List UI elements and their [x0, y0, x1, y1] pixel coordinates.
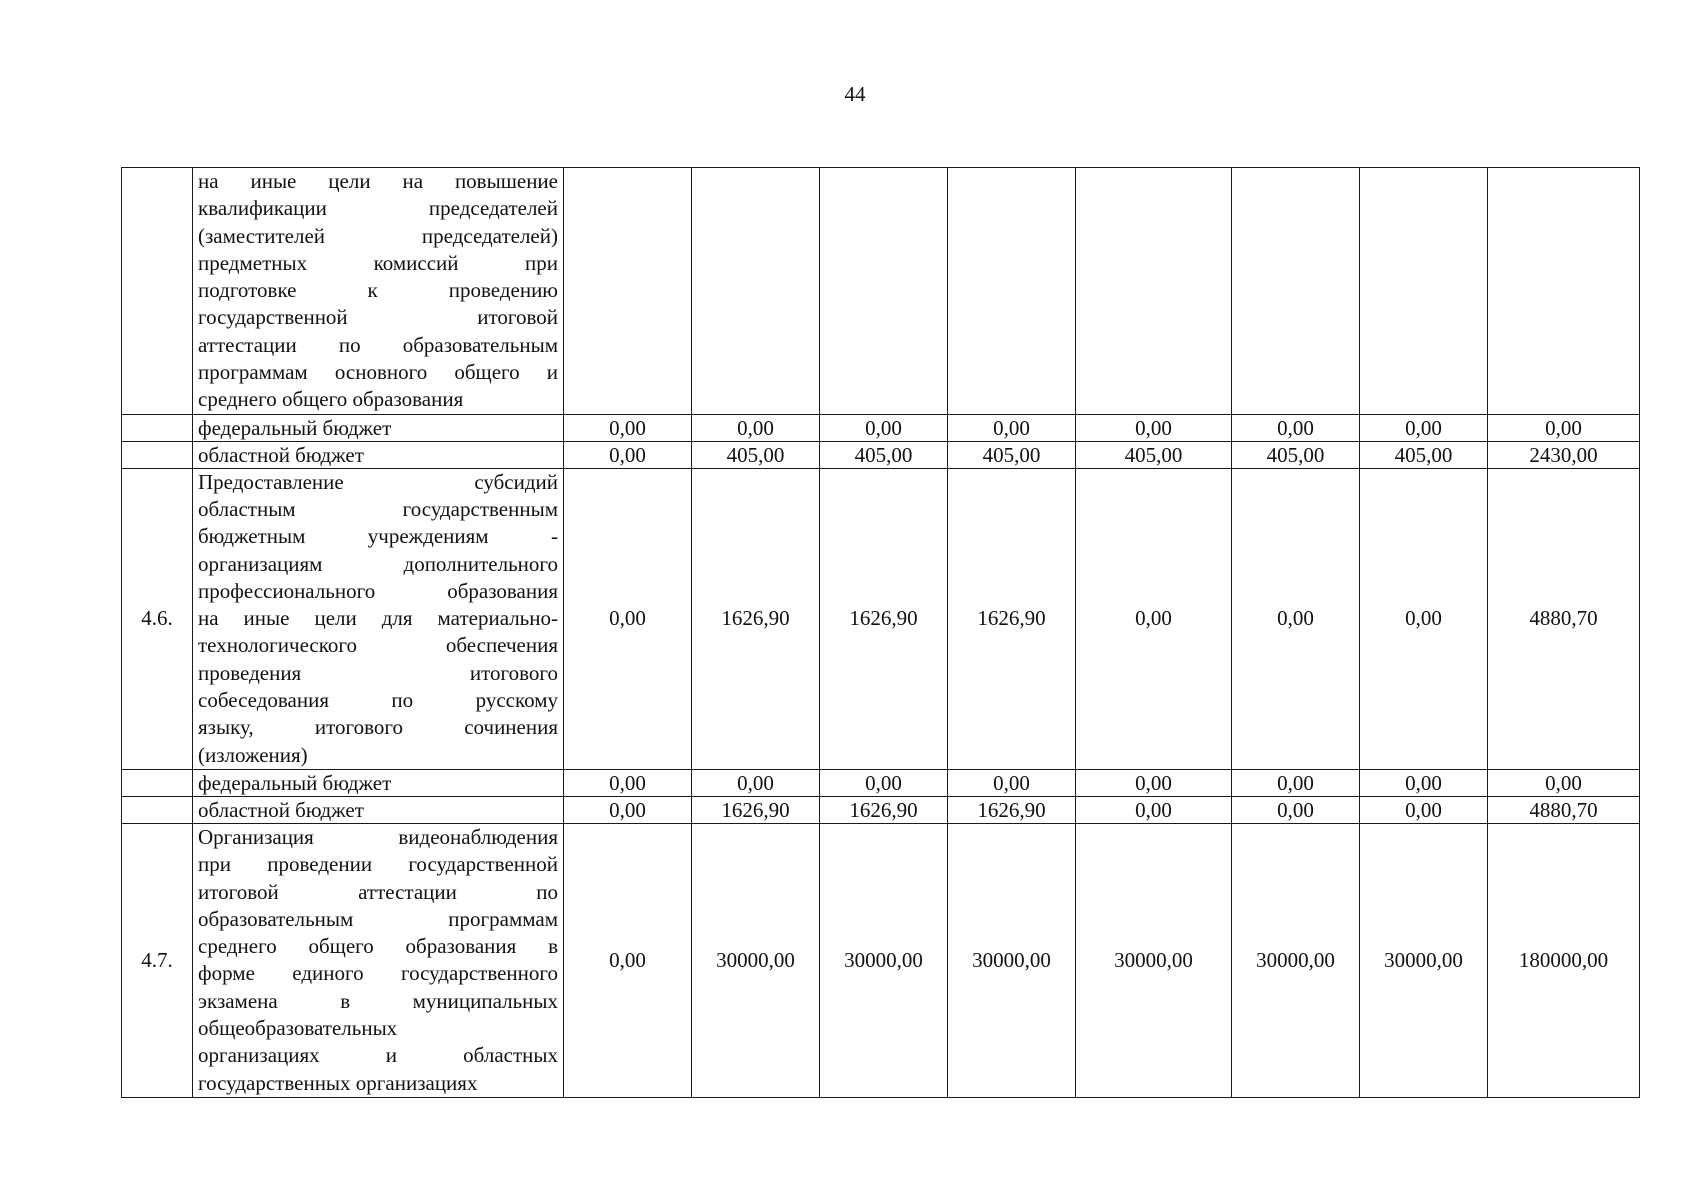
description-line: аттестации по образовательным [198, 332, 558, 357]
budget-source-label: областной бюджет [193, 796, 564, 823]
value-cell: 30000,00 [692, 823, 820, 1097]
value-cell: 30000,00 [1360, 823, 1488, 1097]
row-description [193, 168, 564, 415]
value-cell: 4880,70 [1488, 796, 1640, 823]
description-line: (изложения) [198, 742, 308, 767]
description-line: среднего общего образования в [198, 934, 558, 959]
value-cell: 0,00 [948, 769, 1076, 796]
description-line: профессионального образования [198, 578, 558, 603]
value-cell [948, 168, 1076, 415]
description-line: Предоставление субсидий [198, 469, 558, 494]
row-number [122, 441, 193, 468]
description-line: программам основного общего и [198, 360, 558, 385]
value-cell: 0,00 [820, 414, 948, 441]
description-line: собеседования по русскому [198, 688, 558, 713]
value-cell: 405,00 [948, 441, 1076, 468]
value-cell: 0,00 [692, 414, 820, 441]
value-cell: 0,00 [1488, 769, 1640, 796]
value-cell: 1626,90 [692, 796, 820, 823]
value-cell [1488, 168, 1640, 415]
table-row [122, 168, 1640, 415]
budget-source-label: федеральный бюджет [193, 414, 564, 441]
description-line: технологического обеспечения [198, 633, 558, 658]
table-row [122, 468, 1640, 769]
value-cell: 30000,00 [1076, 823, 1232, 1097]
value-cell: 0,00 [564, 769, 692, 796]
value-cell: 4880,70 [1488, 468, 1640, 769]
value-cell: 0,00 [564, 441, 692, 468]
row-description [193, 823, 564, 1097]
value-cell: 1626,90 [692, 468, 820, 769]
row-number: 4.7. [122, 823, 193, 1097]
value-cell: 0,00 [564, 468, 692, 769]
value-cell: 405,00 [1360, 441, 1488, 468]
table-row [122, 769, 1640, 796]
value-cell: 0,00 [564, 796, 692, 823]
description-line: проведения итогового [198, 660, 558, 685]
value-cell: 405,00 [1076, 441, 1232, 468]
value-cell: 0,00 [564, 823, 692, 1097]
value-cell: 0,00 [1232, 769, 1360, 796]
row-number [122, 414, 193, 441]
description-line: государственных организациях [198, 1070, 478, 1095]
value-cell: 1626,90 [948, 468, 1076, 769]
description-line: подготовке к проведению [198, 278, 558, 303]
value-cell: 2430,00 [1488, 441, 1640, 468]
description-line: предметных комиссий при [198, 250, 558, 275]
row-description [193, 468, 564, 769]
description-line: образовательным программам [198, 906, 558, 931]
value-cell: 0,00 [1076, 769, 1232, 796]
value-cell [564, 168, 692, 415]
budget-source-label: федеральный бюджет [193, 769, 564, 796]
value-cell: 0,00 [564, 414, 692, 441]
value-cell: 0,00 [1360, 796, 1488, 823]
value-cell: 0,00 [692, 769, 820, 796]
value-cell: 405,00 [692, 441, 820, 468]
description-line: на иные цели для материально- [198, 606, 558, 631]
description-line: государственной итоговой [198, 305, 558, 330]
description-line: общеобразовательных [198, 1016, 398, 1041]
description-line: форме единого государственного [198, 961, 558, 986]
value-cell: 0,00 [948, 414, 1076, 441]
budget-table [121, 167, 1640, 1098]
description-line: квалификации председателей [198, 196, 558, 221]
row-number [122, 168, 193, 415]
value-cell: 30000,00 [1232, 823, 1360, 1097]
description-line: при проведении государственной [198, 852, 558, 877]
table-row [122, 796, 1640, 823]
description-line: организациям дополнительного [198, 551, 558, 576]
table-row [122, 823, 1640, 1097]
value-cell [820, 168, 948, 415]
description-line: бюджетным учреждениям - [198, 524, 558, 549]
value-cell: 0,00 [1076, 414, 1232, 441]
page-number: 44 [844, 82, 866, 106]
row-number: 4.6. [122, 468, 193, 769]
value-cell [1076, 168, 1232, 415]
value-cell: 0,00 [1488, 414, 1640, 441]
value-cell: 0,00 [1232, 414, 1360, 441]
description-line: языку, итогового сочинения [198, 715, 558, 740]
value-cell: 0,00 [1076, 468, 1232, 769]
value-cell: 0,00 [1360, 414, 1488, 441]
description-line: Организация видеонаблюдения [198, 824, 558, 849]
value-cell: 1626,90 [820, 468, 948, 769]
description-line: экзамена в муниципальных [198, 988, 558, 1013]
description-line: на иные цели на повышение [198, 169, 558, 193]
description-line: итоговой аттестации по [198, 879, 558, 904]
value-cell: 0,00 [1076, 796, 1232, 823]
budget-source-label: областной бюджет [193, 441, 564, 468]
value-cell [1360, 168, 1488, 415]
value-cell: 0,00 [1360, 468, 1488, 769]
value-cell: 1626,90 [820, 796, 948, 823]
description-line: областным государственным [198, 496, 558, 521]
table-row [122, 414, 1640, 441]
value-cell: 405,00 [1232, 441, 1360, 468]
value-cell: 0,00 [820, 769, 948, 796]
value-cell: 0,00 [1232, 468, 1360, 769]
value-cell: 405,00 [820, 441, 948, 468]
value-cell [1232, 168, 1360, 415]
row-number [122, 769, 193, 796]
value-cell: 180000,00 [1488, 823, 1640, 1097]
value-cell: 1626,90 [948, 796, 1076, 823]
value-cell: 30000,00 [820, 823, 948, 1097]
value-cell: 0,00 [1232, 796, 1360, 823]
description-line: среднего общего образования [198, 387, 464, 412]
description-line: организациях и областных [198, 1043, 558, 1068]
description-line: (заместителей председателей) [198, 223, 558, 248]
row-number [122, 796, 193, 823]
value-cell: 30000,00 [948, 823, 1076, 1097]
value-cell [692, 168, 820, 415]
table-row [122, 441, 1640, 468]
value-cell: 0,00 [1360, 769, 1488, 796]
